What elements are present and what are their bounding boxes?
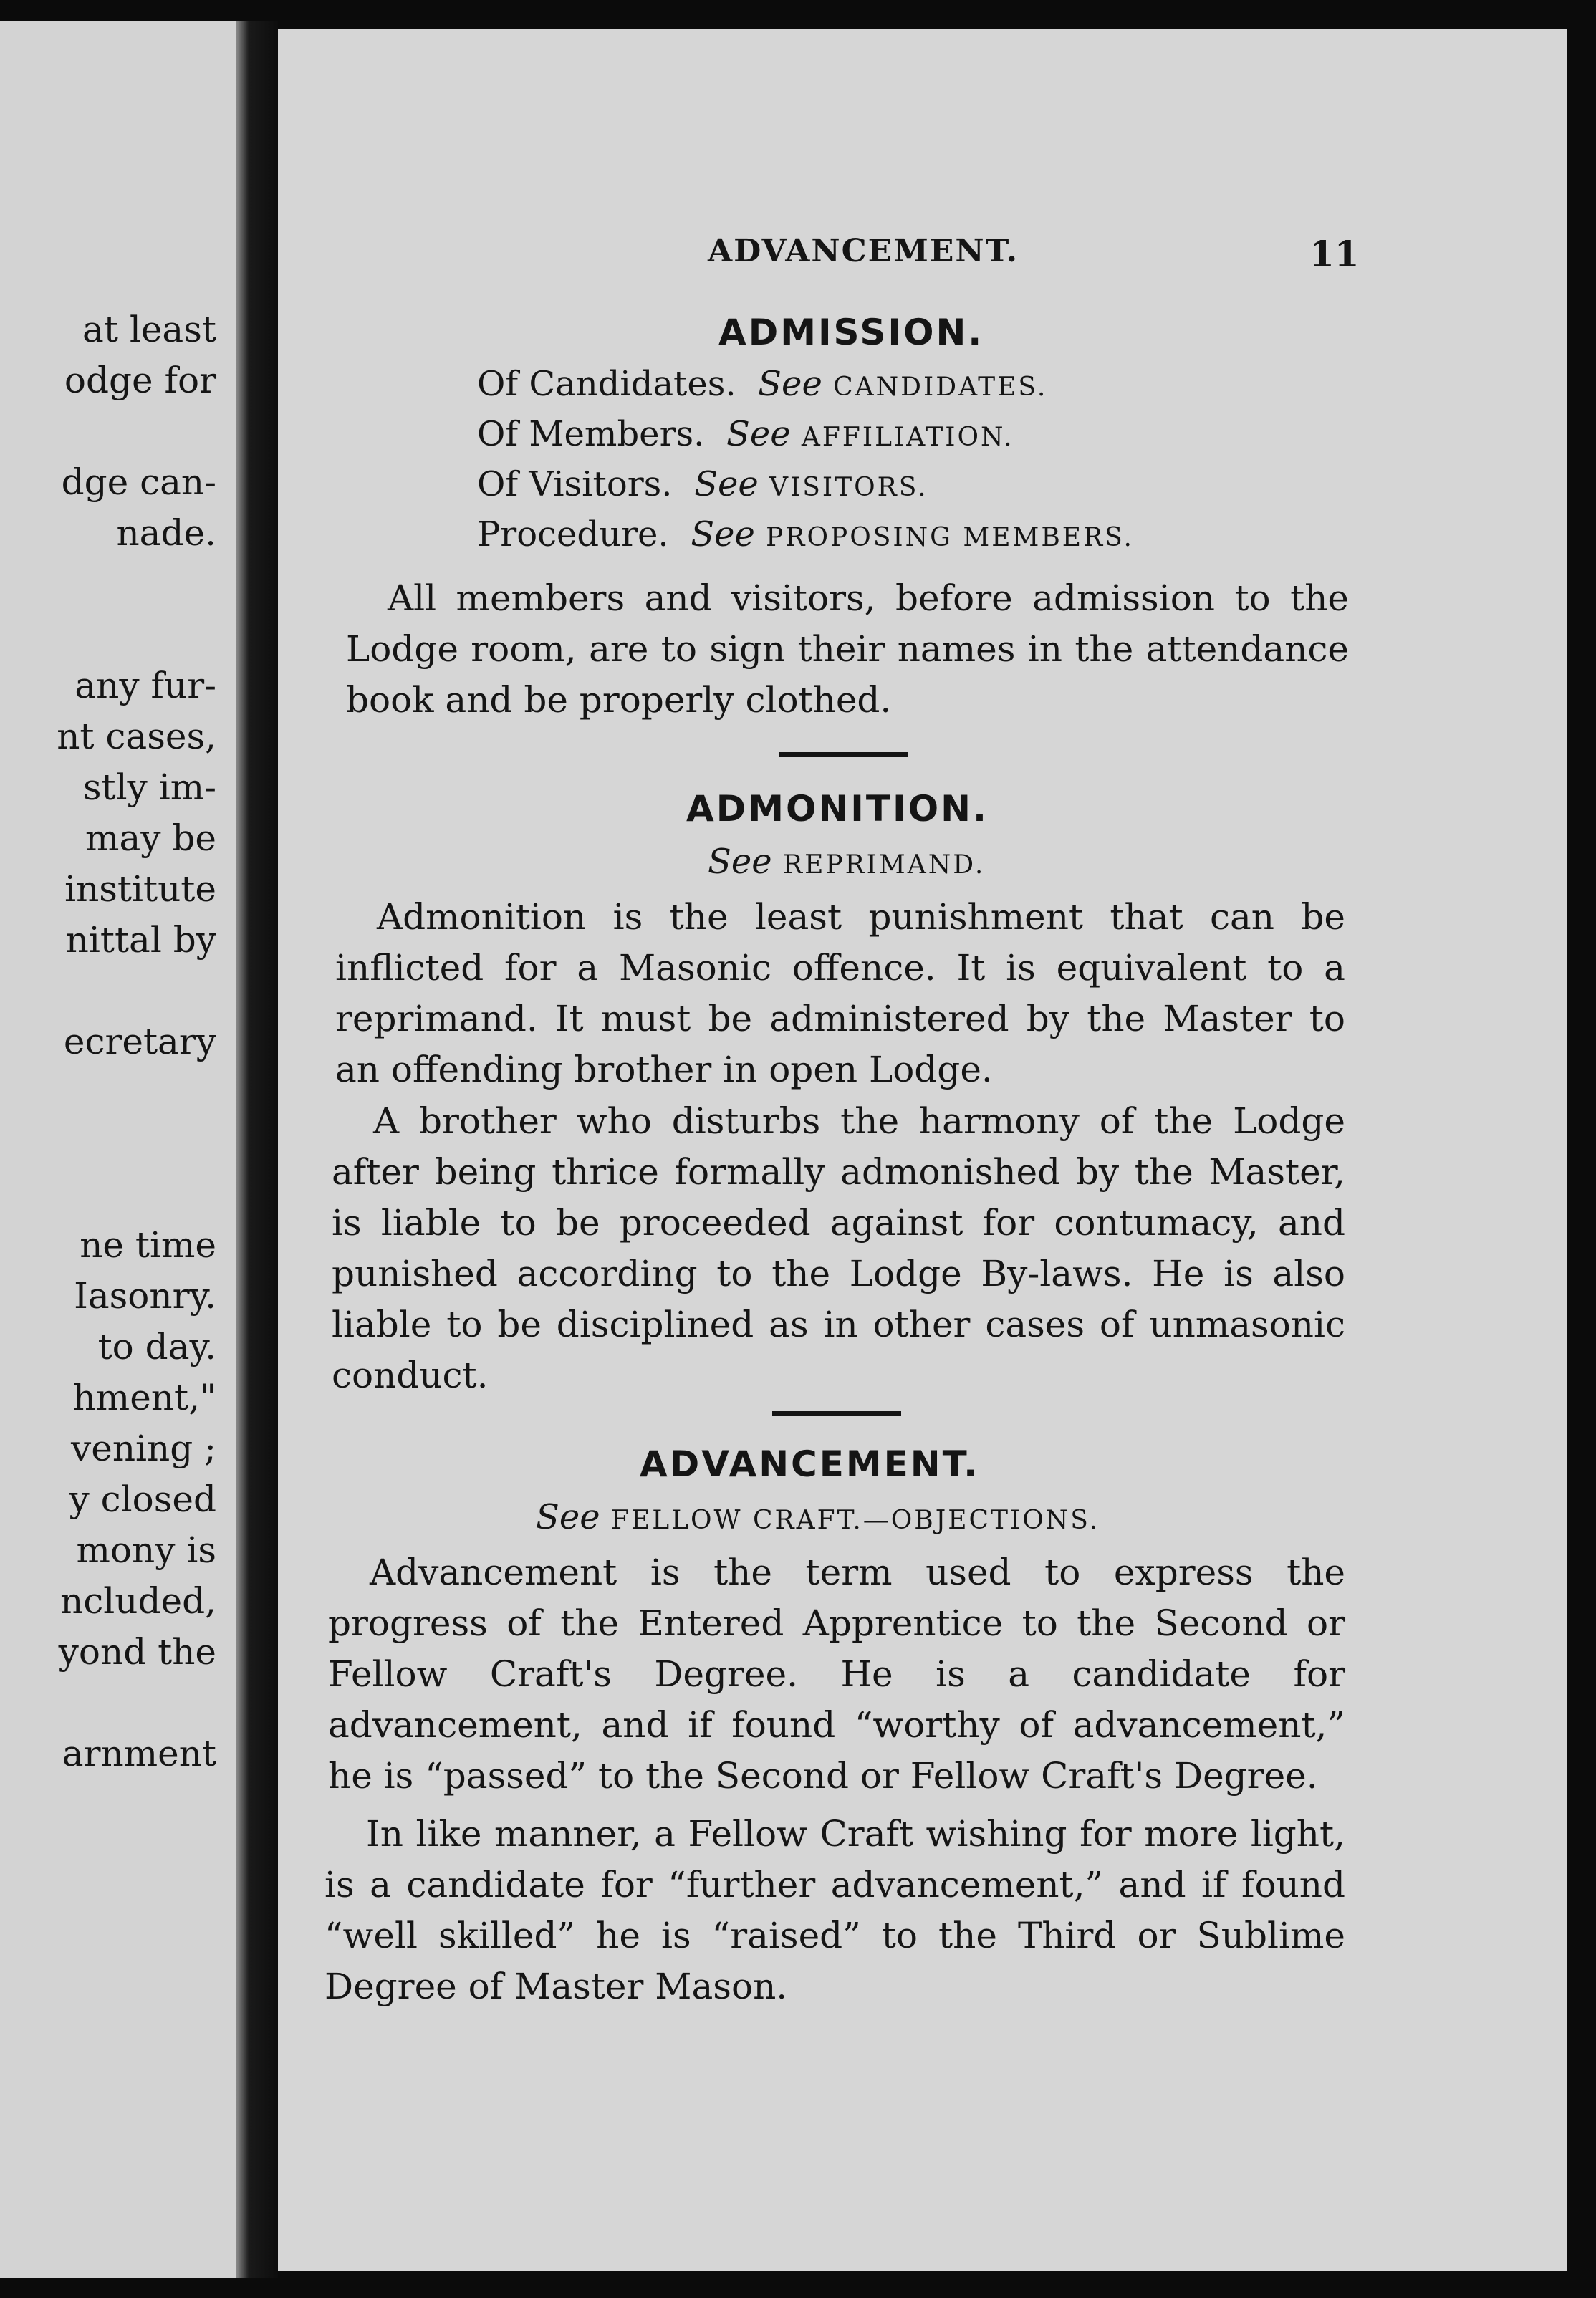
admonition-paragraph-2: A brother who disturbs the harmony of the Lodge after being thrice formally admonished by the Master, is liable to be proceeded against for contumacy, and punished according to the Lodge By-laws. He is also liable to be disciplined as in other cases of unmasonic conduct. bbox=[332, 1100, 1345, 1396]
left-page-line: nt cases, bbox=[57, 716, 216, 757]
ref-see: See bbox=[694, 464, 759, 504]
left-page-line: at least bbox=[82, 309, 216, 350]
left-page-line: ncluded, bbox=[60, 1580, 216, 1622]
left-page-line: nittal by bbox=[65, 919, 216, 961]
ref-see: See bbox=[758, 364, 822, 404]
ref-target: CANDIDATES. bbox=[833, 372, 1048, 402]
left-page-line: odge for bbox=[64, 360, 216, 401]
book-gutter bbox=[236, 21, 278, 2278]
admission-ref-visitors bbox=[477, 464, 928, 504]
page-number: 11 bbox=[1309, 233, 1360, 275]
ref-label: Procedure. bbox=[477, 514, 669, 554]
admission-paragraph: All members and visitors, before admission to the Lodge room, are to sign their names in the attendance book and be properly clothed. bbox=[346, 577, 1349, 721]
ref-target: REPRIMAND. bbox=[782, 850, 986, 880]
ref-label: Of Candidates. bbox=[477, 364, 736, 404]
ref-see: See bbox=[691, 514, 755, 554]
section-rule bbox=[772, 1411, 901, 1416]
left-page-line: ecretary bbox=[63, 1021, 216, 1062]
advancement-heading: ADVANCEMENT. bbox=[640, 1443, 980, 1485]
ref-target: PROPOSING MEMBERS. bbox=[766, 523, 1134, 552]
admission-ref-candidates bbox=[477, 364, 1047, 404]
left-page-line: dge can- bbox=[61, 461, 216, 503]
running-head-title: ADVANCEMENT. bbox=[708, 233, 1019, 269]
ref-target: VISITORS. bbox=[769, 473, 928, 502]
left-page-line: yond the bbox=[58, 1631, 216, 1673]
admission-ref-members bbox=[477, 414, 1014, 454]
section-rule bbox=[779, 752, 908, 757]
left-page-line: mony is bbox=[76, 1529, 216, 1571]
left-page-line: y closed bbox=[69, 1479, 216, 1520]
ref-see: See bbox=[536, 1497, 600, 1537]
left-page-line: to day. bbox=[97, 1326, 216, 1367]
ref-target: FELLOW CRAFT.—OBJECTIONS. bbox=[610, 1506, 1100, 1535]
admonition-paragraph-1: Admonition is the least punishment that can be inflicted for a Masonic offence. It is equivalent to a reprimand. It must be administered by the Master to an offending brother in open Lodge. bbox=[335, 896, 1345, 1090]
left-page-line: ne time bbox=[80, 1224, 216, 1266]
left-page-line: stly im- bbox=[82, 766, 216, 808]
left-page-line: hment," bbox=[72, 1377, 216, 1418]
ref-label: Of Visitors. bbox=[477, 464, 673, 504]
advancement-paragraph-1: Advancement is the term used to express the progress of the Entered Apprentice to the Second or Fellow Craft's Degree. He is a candidate for advancement, and if found “worthy of advancement,” he is “passed” to the Second or Fellow Craft's Degree. bbox=[328, 1552, 1345, 1797]
left-page-line: any fur- bbox=[74, 665, 216, 706]
admonition-see-ref bbox=[708, 842, 985, 882]
ref-see: See bbox=[708, 842, 772, 882]
ref-target: AFFILIATION. bbox=[801, 423, 1014, 452]
ref-see: See bbox=[726, 414, 791, 454]
left-page-line: Iasonry. bbox=[74, 1275, 216, 1317]
advancement-see-ref bbox=[536, 1497, 1100, 1537]
left-page-line: vening ; bbox=[71, 1428, 216, 1469]
admission-heading: ADMISSION. bbox=[718, 312, 984, 353]
left-page-line: may be bbox=[85, 817, 216, 859]
left-page-line: institute bbox=[64, 868, 216, 910]
right-page bbox=[278, 29, 1567, 2271]
left-page-line: nade. bbox=[116, 512, 216, 554]
left-page-line: arnment bbox=[62, 1733, 216, 1774]
admission-ref-procedure bbox=[477, 514, 1134, 554]
advancement-paragraph-2: In like manner, a Fellow Craft wishing for more light, is a candidate for “further advancement,” and if found “well skilled” he is “raised” to the Third or Sublime Degree of Master Mason. bbox=[325, 1813, 1345, 2007]
left-facing-page bbox=[0, 21, 236, 2278]
ref-label: Of Members. bbox=[477, 414, 705, 454]
admonition-heading: ADMONITION. bbox=[686, 788, 989, 830]
